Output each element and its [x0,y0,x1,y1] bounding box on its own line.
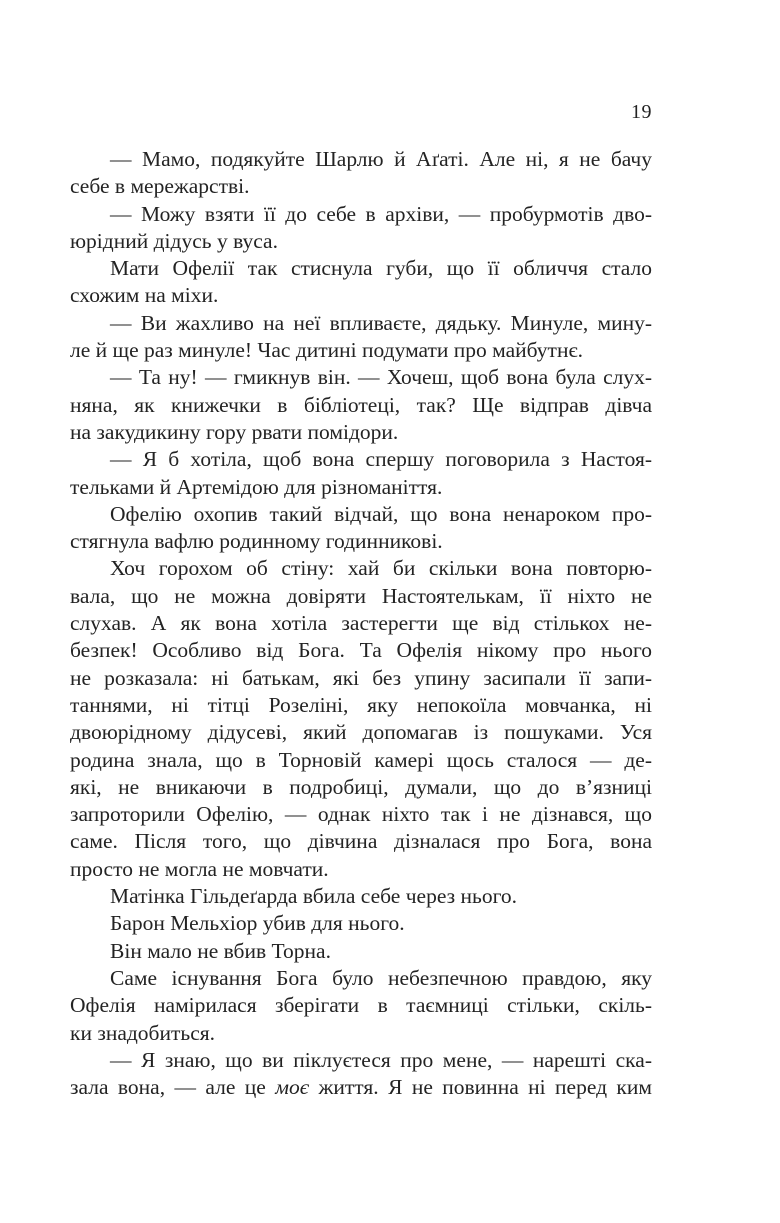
text-line: Офелія намірилася зберігати в таємниці стільки, скіль- [70,993,652,1018]
text-line: двоюрідному дідусеві, який допомагав із пошуками. Уся [70,720,652,745]
text-line: Матінка Гільдеґарда вбила себе через нього. [110,884,517,909]
paragraph [70,965,652,1047]
text-line: таннями, ні тітці Розеліні, яку непокоїла мовчанка, ні [70,692,652,717]
text-line: — Ви жахливо на неї впливаєте, дядьку. Минуле, мину- [110,310,652,335]
text-line: — Можу взяти її до себе в архіви, — пробурмотів дво- [110,201,652,226]
text-line: просто не могла не мовчати. [70,856,329,881]
paragraph [70,883,652,910]
page-number: 19 [631,101,652,123]
text-line: себе в мережарстві. [70,174,250,199]
paragraph [70,446,652,501]
paragraph [70,910,652,937]
paragraph [70,938,652,965]
paragraph [70,1047,652,1102]
paragraph [70,364,652,446]
text-line: Він мало не вбив Торна. [110,938,331,963]
text-line: — Мамо, подякуйте Шарлю й Аґаті. Але ні, я не бачу [110,147,652,171]
text-line: ки знадобиться. [70,1020,216,1045]
text-line: які, не вникаючи в подробиці, думали, що до в’язниці [70,774,652,799]
text-line: тельками й Артемідою для різноманіття. [70,474,443,499]
text-line: Офелію охопив такий відчай, що вона ненароком про- [110,501,652,526]
paragraph [70,501,652,556]
text-line: родина знала, що в Торновій камері щось сталося — де- [70,747,652,772]
text-line: — Я б хотіла, щоб вона спершу поговорила з Настоя- [110,447,652,472]
text-line: стягнула вафлю родинному годинникові. [70,529,443,554]
text-line: Барон Мельхіор убив для нього. [110,911,405,936]
text-line: Саме існування Бога було небезпечною правдою, яку [110,965,652,990]
paragraph [70,255,652,310]
text-line: няна, як книжечки в бібліотеці, так? Ще відправ дівча [70,392,652,417]
text-line: зала вона, — але це моє життя. Я не повинна ні перед ким [70,1075,652,1100]
text-line: Мати Офелії так стиснула губи, що її обличчя стало [110,256,652,281]
text-line: слухав. А як вона хотіла застерегти ще від стількох не- [70,611,652,636]
paragraph [70,555,652,883]
text-line: не розказала: ні батькам, які без упину засипали її запи- [70,665,652,690]
text-line: — Та ну! — гмикнув він. — Хочеш, щоб вона була слух- [110,365,652,390]
text-body [70,146,652,1101]
text-line: схожим на міхи. [70,283,219,308]
text-line: на закудикину гору рвати помідори. [70,419,399,444]
paragraph [70,201,652,256]
text-line: саме. Після того, що дівчина дізналася про Бога, вона [70,829,652,854]
text-line: Хоч горохом об стіну: хай би скільки вона повторю- [110,556,652,581]
text-line: безпек! Особливо від Бога. Та Офелія нікому про нього [70,638,652,663]
text-line: ле й ще раз минуле! Час дитині подумати про майбутнє. [70,338,584,363]
text-line: — Я знаю, що ви піклуєтеся про мене, — нарешті ска- [110,1047,652,1072]
text-line: вала, що не можна довіряти Настоятелькам, її ніхто не [70,583,652,608]
paragraph [70,310,652,365]
paragraph [70,146,652,201]
text-line: юрідний дідусь у вуса. [70,228,278,253]
text-line: запроторили Офелію, — однак ніхто так і не дізнався, що [70,802,652,827]
